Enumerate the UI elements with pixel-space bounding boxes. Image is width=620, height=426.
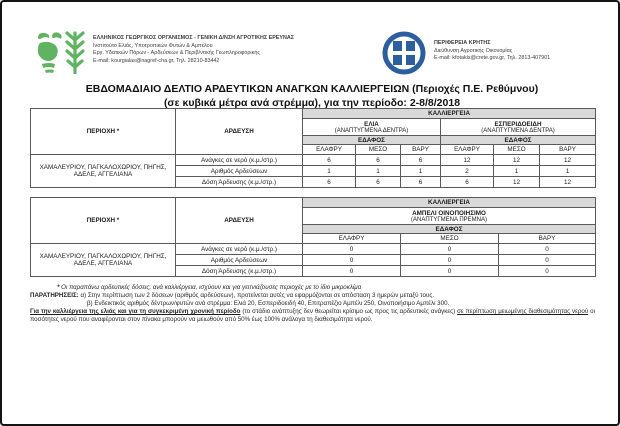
elgo-demeter-logo-icon [35,30,87,79]
footnotes [30,284,595,324]
org-left-institute: Ινστιτούτο Ελιάς, Υποτροπικών Φυτών & Αμπέλου [93,42,213,49]
org-right-name: ΠΕΡΙΦΕΡΕΙΑ ΚΡΗΤΗΣ [434,40,491,46]
irrigation-column-header: ΑΡΔΕΥΣΗ [176,109,303,155]
soil-col-heavy: ΒΑΡΥ [401,145,441,155]
value-cell: 0 [303,266,401,277]
value-cell: 0 [303,255,401,266]
soil-header-olive: ΕΔΑΦΟΣ [303,136,441,145]
value-cell: 6 [441,177,494,188]
note-olive-period [30,308,595,324]
note-microclimate-text: Οι παραπάνω αρδευτικές δόσεις, ανά καλλιέργεια, ισχύουν και για γειτνιάζουσες περιοχές με το ίδιο μικροκλίμα [61,284,362,291]
value-cell: 6 [356,155,401,166]
irrigation-column-header: ΑΡΔΕΥΣΗ [176,198,303,244]
remark-a-text: α) Στην περίπτωση των 2 δόσεων (αριθμός αρδεύσεων), προτείνεται αυτές να εφαρμόζονται σε απόσταση 3 ημερών μεταξύ τους. [80,292,435,299]
soil-header-vines: ΕΔΑΦΟΣ [303,225,596,234]
row-label-irrigation-count: Αριθμός Αρδεύσεων [176,166,303,177]
soil-col-heavy: ΒΑΡΥ [540,145,596,155]
region-cell: ΧΑΜΑΛΕΥΡΙΟΥ, ΠΑΓΚΑΛΟΧΩΡΙΟΥ, ΠΗΓΗΣ, ΑΔΕΛΕ, ΑΓΓΕΛΙΑΝΑ [31,244,176,277]
olive-rest-text: οι ποσότητες νερού που αναφέρονται στον πίνακα μπορούν να μειωθούν από 50% έως 100% ανάλογα τη διαθεσιμότητα νερού. [30,308,595,323]
crop-super-header: ΚΑΛΛΙΕΡΓΕΙΑ [303,198,596,208]
row-label-irrigation-dose: Δόση Άρδευσης (κ.μ./στρ.) [176,177,303,188]
value-cell: 0 [499,255,596,266]
org-left-lab: Εργ. Υδατικών Πόρων - Αρδεύσεων & Περιβ/ντικής Γεωπληροφορικής [93,50,260,57]
org-left-name: ΕΛΛΗΝΙΚΟΣ ΓΕΩΡΓΙΚΟΣ ΟΡΓΑΝΙΣΜΟΣ - ΓΕΝΙΚΗ Δ/ΝΣΗ ΑΓΡΟΤΙΚΗΣ ΕΡΕΥΝΑΣ [93,35,295,41]
remark-b-text: β) Ενδεικτικός αριθμός δέντρων/φυτών ανά στρέμμα: Ελιά 20, Εσπεριδοειδή 40, Επιτραπέζιο Αμπέλι 250, Οινοποιήσιμο Αμπέλι 300. [87,300,450,307]
org-left-text [93,35,294,65]
region-column-header: ΠΕΡΙΟΧΗ * [31,109,176,155]
irrigation-table-trees [30,108,596,188]
crop-group-olive-sub: (ΑΝΑΠΤΥΓΜΕΝΑ ΔΕΝΤΡΑ) [334,127,409,134]
value-cell: 1 [540,166,596,177]
row-label-irrigation-count: Αριθμός Αρδεύσεων [176,255,303,266]
org-right-contact: E-mail: kfotakis@crete.gov.gr, Τηλ. 2813-407901 [434,55,551,62]
remarks-label: ΠΑΡΑΤΗΡΗΣΕΙΣ: [30,292,79,299]
soil-col-light: ΕΛΑΦΡΥ [441,145,494,155]
value-cell: 1 [303,166,356,177]
crop-super-header: ΚΑΛΛΙΕΡΓΕΙΑ [303,109,596,119]
soil-header-citrus: ΕΔΑΦΟΣ [441,136,596,145]
page-title [2,83,620,110]
crop-group-citrus [441,119,596,136]
value-cell: 1 [401,166,441,177]
value-cell: 12 [540,155,596,166]
irrigation-table-vines [30,197,596,277]
soil-col-light: ΕΛΑΦΡΥ [303,145,356,155]
greek-republic-emblem-icon [380,31,428,80]
crop-group-wine-grape-name: ΑΜΠΕΛΙ ΟΙΝΟΠΟΙΗΣΙΜΟ [412,209,486,217]
value-cell: 12 [540,177,596,188]
org-right-directorate: Διεύθυνση Αγροτικής Οικονομίας [434,47,513,54]
value-cell: 0 [401,266,499,277]
crop-group-olive [303,119,441,136]
crop-group-citrus-name: ΕΣΠΕΡΙΔΟΕΙΔΗ [494,120,542,128]
olive-bold-underline-text: Για την καλλιέργεια της ελιάς και για τη συγκεκριμένη χρονική περίοδο [30,308,241,315]
row-label-water-needs: Ανάγκες σε νερό (κ.μ./στρ.) [176,155,303,166]
region-column-header: ΠΕΡΙΟΧΗ * [31,198,176,244]
row-label-water-needs: Ανάγκες σε νερό (κ.μ./στρ.) [176,244,303,255]
value-cell: 0 [499,266,596,277]
note-microclimate [57,284,595,292]
value-cell: 1 [494,166,540,177]
value-cell: 6 [401,155,441,166]
value-cell: 2 [441,166,494,177]
value-cell: 0 [303,244,401,255]
soil-col-medium: ΜΕΣΟ [401,234,499,244]
note-remarks-b [87,300,595,308]
olive-mid-text: (το στάδιο ανάπτυξης δεν θεωρείται κρίσιμο ως προς τις αρδευτικές ανάγκες) [240,308,458,315]
value-cell: 1 [356,166,401,177]
crop-group-olive-name: ΕΛΙΑ [364,120,379,128]
soil-col-medium: ΜΕΣΟ [356,145,401,155]
soil-col-medium: ΜΕΣΟ [494,145,540,155]
crop-group-wine-grape-sub: (ΑΝΑΠΤΥΓΜΕΝΑ ΠΡΕΜΝΑ) [411,216,487,223]
page-title-line2: (σε κυβικά μέτρα ανά στρέμμα), για την περίοδο: 2-8/8/2018 [163,96,461,109]
olive-underline-text: σε περίπτωση μειωμένης διαθεσιμότητας νερού [457,308,589,315]
value-cell: 0 [499,244,596,255]
value-cell: 6 [401,177,441,188]
document-header [35,30,600,78]
value-cell: 6 [356,177,401,188]
soil-col-heavy: ΒΑΡΥ [499,234,596,244]
asterisk: * [57,284,60,291]
value-cell: 6 [303,177,356,188]
tables-and-notes [30,108,595,324]
crop-group-wine-grape [303,208,596,225]
value-cell: 12 [441,155,494,166]
value-cell: 12 [494,177,540,188]
region-cell: ΧΑΜΑΛΕΥΡΙΟΥ, ΠΑΓΚΑΛΟΧΩΡΙΟΥ, ΠΗΓΗΣ, ΑΔΕΛΕ, ΑΓΓΕΛΙΑΝΑ [31,155,176,188]
org-right-text [434,40,550,63]
crop-group-citrus-sub: (ΑΝΑΠΤΥΓΜΕΝΑ ΔΕΝΤΡΑ) [481,127,555,134]
soil-col-light: ΕΛΑΦΡΥ [303,234,401,244]
org-left-contact: E-mail: kourgialas@nagref-cha.gr, Τηλ. 28210-83442 [93,57,220,64]
value-cell: 6 [303,155,356,166]
page-title-line1: ΕΒΔΟΜΑΔΙΑΙΟ ΔΕΛΤΙΟ ΑΡΔΕΥΤΙΚΩΝ ΑΝΑΓΚΩΝ ΚΑΛΛΙΕΡΓΕΙΩΝ (Περιοχές Π.Ε. Ρεθύμνου) [85,83,539,95]
value-cell: 0 [401,244,499,255]
note-remarks-a [30,292,595,300]
row-label-irrigation-dose: Δόση Άρδευσης (κ.μ./στρ.) [176,266,303,277]
value-cell: 0 [401,255,499,266]
value-cell: 12 [494,155,540,166]
